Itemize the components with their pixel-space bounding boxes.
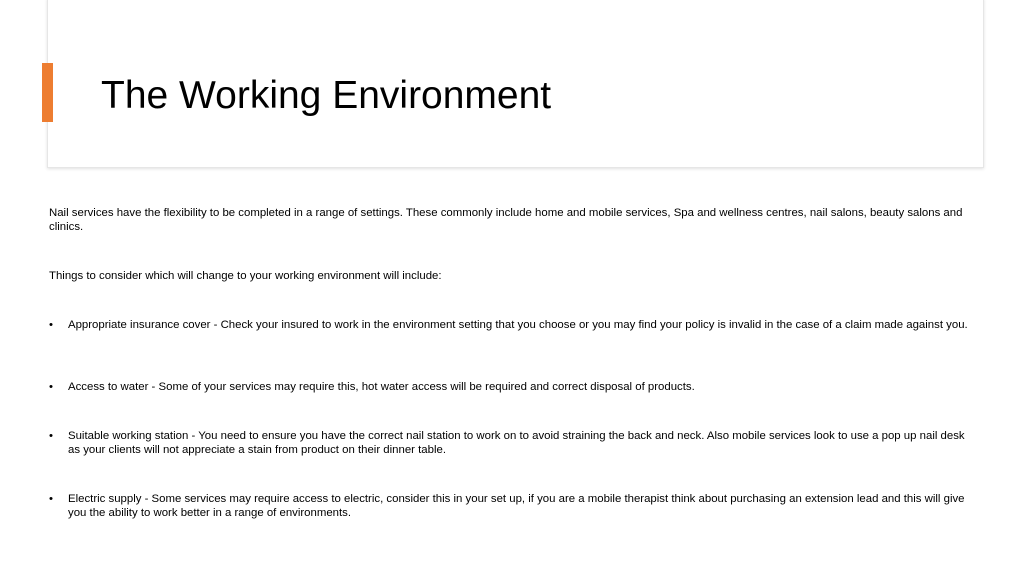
bullet-text: Suitable working station - You need to ensure you have the correct nail station to work on to avoid straining the back and neck. Also mobile services look to use a pop up nail desk as your clients will not appreciate a stain from product on their dinner table. (68, 430, 965, 456)
lead-in-paragraph: Things to consider which will change to your working environment will include: (49, 270, 442, 282)
bullet-item-electric (49, 492, 974, 520)
bullet-dot-icon: • (49, 430, 53, 442)
bullet-item-working-station (49, 429, 974, 457)
bullet-dot-icon: • (49, 381, 53, 393)
slide-title: The Working Environment (101, 74, 552, 117)
bullet-text: Electric supply - Some services may require access to electric, consider this in your set up, if you are a mobile therapist think about purchasing an extension lead and this will give you the ability to work better in a range of environments. (68, 493, 965, 519)
bullet-item-water (49, 380, 974, 394)
bullet-dot-icon: • (49, 493, 53, 505)
bullet-text: Appropriate insurance cover - Check your insured to work in the environment setting that you choose or you may find your policy is invalid in the case of a claim made against you. (68, 319, 968, 331)
bullet-dot-icon: • (49, 319, 53, 331)
bullet-text: Access to water - Some of your services may require this, hot water access will be required and correct disposal of products. (68, 381, 695, 393)
bullet-item-insurance (49, 318, 974, 332)
intro-paragraph: Nail services have the flexibility to be completed in a range of settings. These commonly include home and mobile services, Spa and wellness centres, nail salons, beauty salons and clinics. (49, 207, 963, 233)
title-accent-bar (42, 63, 53, 122)
